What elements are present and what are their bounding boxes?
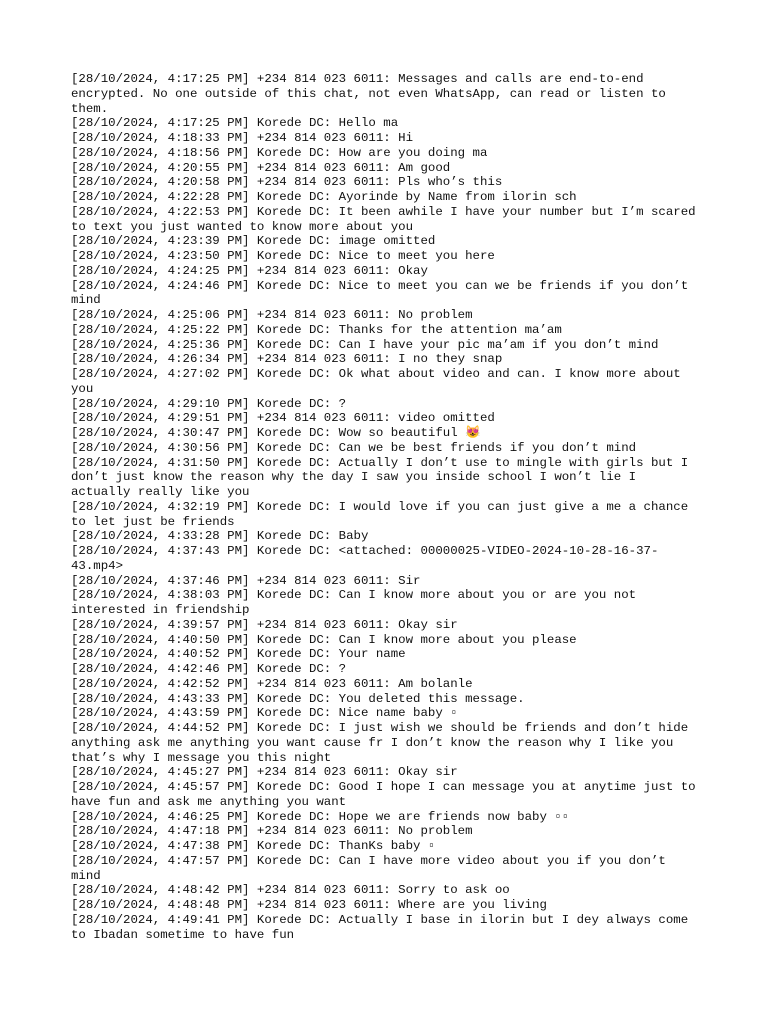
transcript-line: [28/10/2024, 4:25:06 PM] +234 814 023 6011: No problem xyxy=(71,308,473,322)
transcript-line: [28/10/2024, 4:32:19 PM] Korede DC: I would love if you can just give a me a chance to let just be friends xyxy=(71,499,696,529)
transcript-line: [28/10/2024, 4:45:27 PM] +234 814 023 6011: Okay sir xyxy=(71,765,458,780)
transcript-line: [28/10/2024, 4:29:51 PM] +234 814 023 6011: video omitted xyxy=(71,411,495,426)
transcript-line: [28/10/2024, 4:23:39 PM] Korede DC: image omitted xyxy=(71,234,436,249)
transcript-line: [28/10/2024, 4:26:34 PM] +234 814 023 6011: I no they snap xyxy=(71,352,503,367)
transcript-line: [28/10/2024, 4:22:28 PM] Korede DC: Ayorinde by Name from ilorin sch xyxy=(71,190,577,204)
transcript-line: [28/10/2024, 4:18:33 PM] +234 814 023 6011: Hi xyxy=(71,131,414,145)
transcript-line: [28/10/2024, 4:20:58 PM] +234 814 023 6011: Pls who’s this xyxy=(71,175,503,190)
transcript-line: [28/10/2024, 4:47:38 PM] Korede DC: ThanKs baby ▫ xyxy=(71,839,436,853)
transcript-line: [28/10/2024, 4:30:47 PM] Korede DC: Wow so beautiful 😻 xyxy=(71,426,481,440)
transcript-line: [28/10/2024, 4:38:03 PM] Korede DC: Can I know more about you or are you not interested in friendship xyxy=(71,588,644,617)
transcript-line: [28/10/2024, 4:48:42 PM] +234 814 023 6011: Sorry to ask oo xyxy=(71,883,510,898)
transcript-line: [28/10/2024, 4:30:56 PM] Korede DC: Can we be best friends if you don’t mind xyxy=(71,440,637,455)
transcript-line: [28/10/2024, 4:43:59 PM] Korede DC: Nice name baby ▫ xyxy=(71,706,458,721)
transcript-line: [28/10/2024, 4:49:41 PM] Korede DC: Actually I base in ilorin but I dey always come to Ibadan sometime to have fun xyxy=(71,912,696,942)
transcript-line: [28/10/2024, 4:43:33 PM] Korede DC: You deleted this message. xyxy=(71,691,525,706)
transcript-line: [28/10/2024, 4:25:22 PM] Korede DC: Thanks for the attention ma’am xyxy=(71,322,562,337)
transcript-line: [28/10/2024, 4:17:25 PM] Korede DC: Hello ma xyxy=(71,116,399,131)
transcript-line: [28/10/2024, 4:17:25 PM] +234 814 023 6011: Messages and calls are end-to-end encrypted. No one outside of this chat, not even WhatsApp, can read or listen to them. xyxy=(71,72,674,116)
transcript-line: [28/10/2024, 4:33:28 PM] Korede DC: Baby xyxy=(71,529,369,544)
transcript-line: [28/10/2024, 4:39:57 PM] +234 814 023 6011: Okay sir xyxy=(71,617,458,632)
transcript-line: [28/10/2024, 4:37:46 PM] +234 814 023 6011: Sir xyxy=(71,573,421,588)
transcript-line: [28/10/2024, 4:47:18 PM] +234 814 023 6011: No problem xyxy=(71,824,473,839)
transcript-line: [28/10/2024, 4:18:56 PM] Korede DC: How are you doing ma xyxy=(71,145,488,160)
transcript-line: [28/10/2024, 4:22:53 PM] Korede DC: It been awhile I have your number but I’m scared to text you just wanted to know more about you xyxy=(71,204,704,234)
transcript-line: [28/10/2024, 4:40:52 PM] Korede DC: Your name xyxy=(71,647,406,662)
transcript-line: [28/10/2024, 4:42:52 PM] +234 814 023 6011: Am bolanle xyxy=(71,676,473,691)
transcript-line: [28/10/2024, 4:27:02 PM] Korede DC: Ok what about video and can. I know more about you xyxy=(71,367,689,396)
transcript-line: [28/10/2024, 4:29:10 PM] Korede DC: ? xyxy=(71,396,347,411)
transcript-line: [28/10/2024, 4:46:25 PM] Korede DC: Hope we are friends now baby ▫▫ xyxy=(71,809,570,824)
transcript-line: [28/10/2024, 4:37:43 PM] Korede DC: <attached: 00000025-VIDEO-2024-10-28-16-37-43.mp4> xyxy=(71,544,659,573)
transcript-line: [28/10/2024, 4:20:55 PM] +234 814 023 6011: Am good xyxy=(71,160,451,175)
transcript-line: [28/10/2024, 4:24:25 PM] +234 814 023 6011: Okay xyxy=(71,263,428,278)
transcript-line: [28/10/2024, 4:31:50 PM] Korede DC: Actually I don’t use to mingle with girls but I don’t just know the reason why the day I saw you inside school I won’t lie I actually really like you xyxy=(71,455,696,499)
transcript-line: [28/10/2024, 4:44:52 PM] Korede DC: I just wish we should be friends and don’t hide anything ask me anything you want cause fr I don’t know the reason why I like you that’s why I message you this night xyxy=(71,721,696,765)
transcript-line: [28/10/2024, 4:42:46 PM] Korede DC: ? xyxy=(71,662,347,676)
transcript-line: [28/10/2024, 4:25:36 PM] Korede DC: Can I have your pic ma’am if you don’t mind xyxy=(71,337,659,352)
transcript-line: [28/10/2024, 4:45:57 PM] Korede DC: Good I hope I can message you at anytime just to have fun and ask me anything you want xyxy=(71,780,704,809)
transcript-line: [28/10/2024, 4:47:57 PM] Korede DC: Can I have more video about you if you don’t mind xyxy=(71,853,674,883)
transcript-line: [28/10/2024, 4:48:48 PM] +234 814 023 6011: Where are you living xyxy=(71,898,547,912)
chat-transcript xyxy=(71,72,704,942)
transcript-line: [28/10/2024, 4:40:50 PM] Korede DC: Can I know more about you please xyxy=(71,632,577,647)
transcript-line: [28/10/2024, 4:24:46 PM] Korede DC: Nice to meet you can we be friends if you don’t mind xyxy=(71,278,696,308)
transcript-line: [28/10/2024, 4:23:50 PM] Korede DC: Nice to meet you here xyxy=(71,249,495,263)
